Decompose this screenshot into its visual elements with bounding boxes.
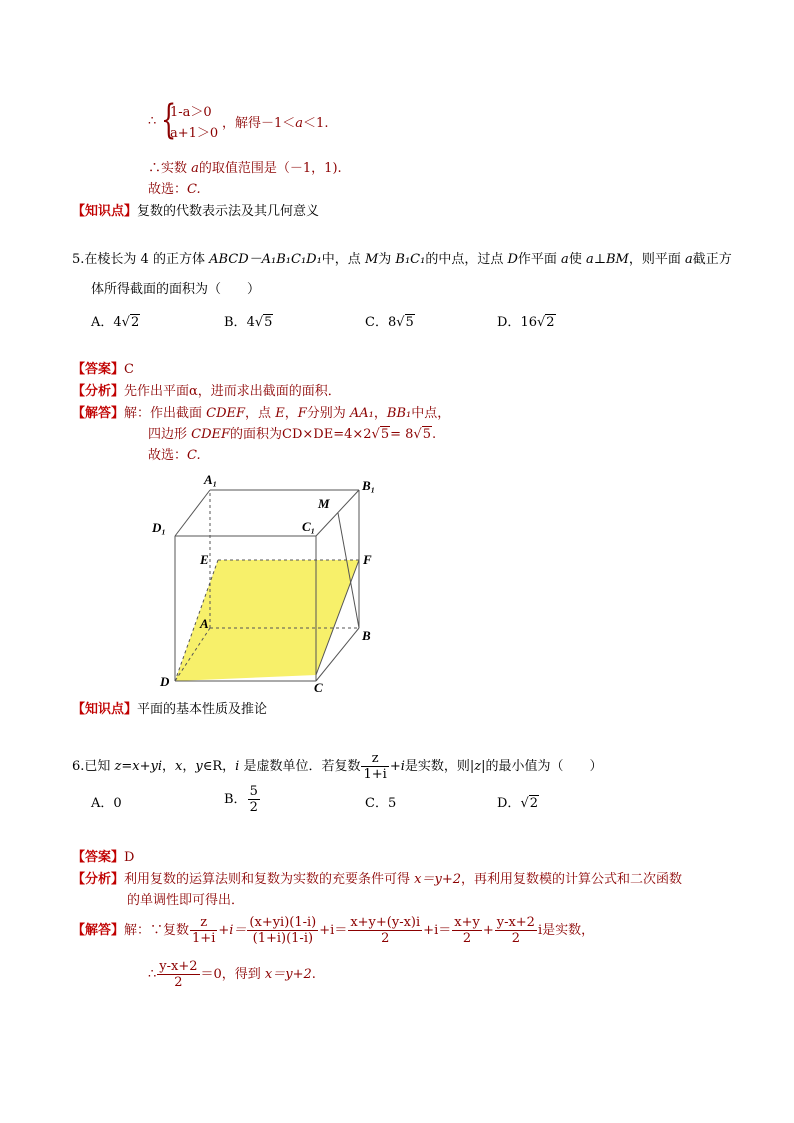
knowledge-point: 【知识点】复数的代数表示法及其几何意义 <box>72 204 320 219</box>
label-C: C <box>314 680 323 695</box>
therefore-symbol: ∴ <box>148 114 157 129</box>
q5-knowledge-point: 【知识点】平面的基本性质及推论 <box>72 702 268 717</box>
q6-solution-line2: ∴ $\frac{y-x+2}{2}$ ＝0，得到 x＝y+2. <box>148 959 316 990</box>
q5-solution-line2: 四边形 CDEF的面积为CD×DE=4×2√5= 8√5. <box>148 427 437 442</box>
q6-stem: 6.已知 z=x+yi，x，y∈R，i 是虚数单位．若复数 $\frac{z}{1+i}$ +i是实数，则|z|的最小值为（ ） <box>72 751 603 782</box>
label-D: D <box>160 674 170 689</box>
cube-figure <box>140 468 400 698</box>
q5-analysis: 【分析】先作出平面α，进而求出截面的面积． <box>72 384 341 399</box>
q5-option-d: D．16√2 <box>497 315 555 330</box>
q6-option-a: A．0 <box>91 796 122 811</box>
q6-option-b: B． $\frac{5}{2}$ <box>224 784 258 815</box>
q6-option-c: C．5 <box>365 796 397 811</box>
label-M: M <box>318 496 330 511</box>
label-D1: D₁ <box>152 520 166 535</box>
range-statement: ∴实数 a的取值范围是（－1，1). <box>148 161 342 176</box>
q5-option-b: B．4√5 <box>224 315 273 330</box>
solve-result: ，解得－1＜a＜1. <box>222 116 329 131</box>
label-A1: A₁ <box>204 472 218 487</box>
q5-stem-line2: 体所得截面的面积为（ ） <box>91 282 261 297</box>
label-B1: B₁ <box>362 478 376 493</box>
q5-option-a: A．4√2 <box>91 315 140 330</box>
choice-statement: 故选：C. <box>148 182 201 197</box>
label-B: B <box>362 628 371 643</box>
q6-analysis-line1: 【分析】利用复数的运算法则和复数为实数的充要条件可得 x＝y+2，再利用复数模的计算公式和二次函数 <box>72 872 683 887</box>
system-inequality-2: a+1＞0 <box>170 126 219 141</box>
label-A: A <box>200 616 209 631</box>
q6-solution-line1: 【解答】解：∵复数 $\frac{z}{1+i}$ +i＝ $\frac{(x+yi)(1-i)}{(1+i)(1-i)}$ +i＝ $\frac{x+y+(y-x)i}{2}$ +i＝ $\frac{x+y}{2}$ + $\frac{y-x+2}{2}$ i是实数， <box>72 915 595 946</box>
q6-option-d: D．√2 <box>497 796 539 811</box>
edge-A1D1 <box>175 490 210 536</box>
label-C1: C₁ <box>302 519 316 534</box>
q5-choice: 故选：C. <box>148 448 201 463</box>
q6-answer: 【答案】D <box>72 850 135 865</box>
label-F: F <box>363 552 372 567</box>
q5-answer: 【答案】C <box>72 362 134 377</box>
label-E: E <box>200 552 209 567</box>
system-brace: { <box>161 97 177 143</box>
q5-solution-line1: 【解答】解：作出截面 CDEF，点 E，F分别为 AA₁，BB₁中点， <box>72 406 451 421</box>
system-inequality-1: 1-a＞0 <box>170 105 212 120</box>
q5-stem-line1: 5.在棱长为 4 的正方体 ABCD－A₁B₁C₁D₁中，点 M为 B₁C₁的中点，过点 D作平面 a使 a⊥BM，则平面 a截正方 <box>72 252 732 267</box>
q6-analysis-line2: 的单调性即可得出． <box>127 893 245 908</box>
q5-option-c: C．8√5 <box>365 315 414 330</box>
